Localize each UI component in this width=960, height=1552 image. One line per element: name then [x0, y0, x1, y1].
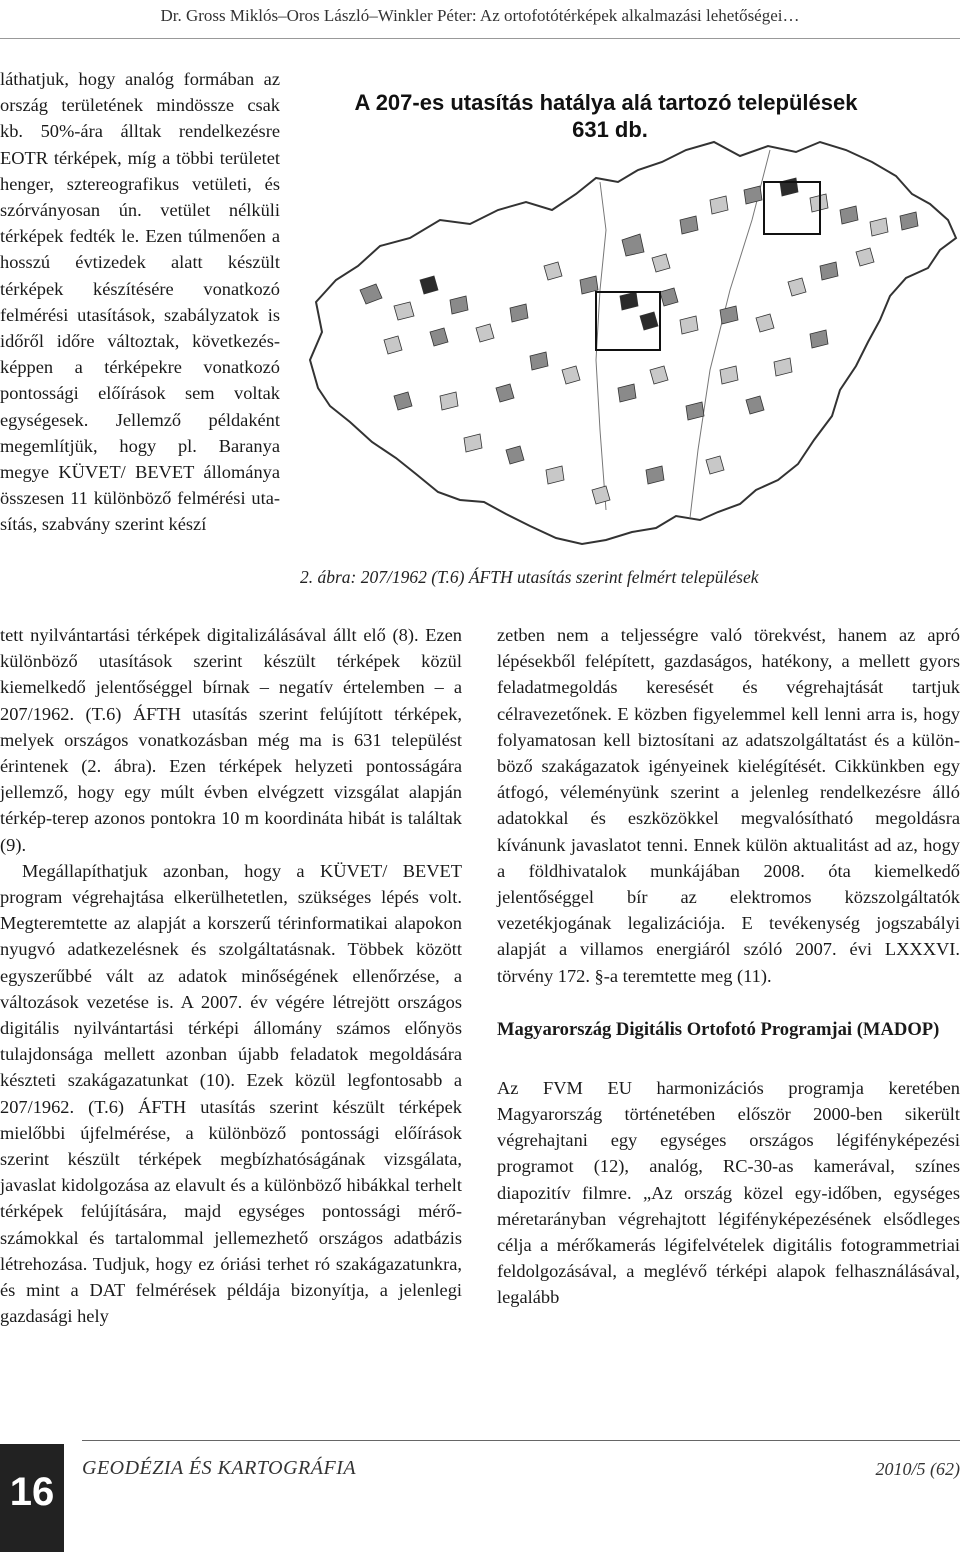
country-outline — [310, 142, 956, 544]
hungary-settlements-map — [300, 70, 960, 562]
right-column — [497, 622, 960, 1311]
section-heading: Magyarország Digitális Ortofotó Programjai (MADOP) — [497, 1018, 940, 1040]
running-header: Dr. Gross Miklós–Oros László–Winkler Péter: Az ortofotótérképek alkalmazási lehetőségei… — [160, 6, 800, 25]
right-paragraph-2: Az FVM EU harmonizációs programja keretében Magyarország történetében először 2000-ben sikerült végrehajtani egy egységes országos légifényképezési programot (12), analóg, RC-30-as kamerával, színes diapozitív filmre. „Az ország közel egy-időben, egységes méretarányban végrehajtott légifényképezésének elsődleges célja a mérőkamerás légifelvételek digitális fotogrammetriai feldolgozásával, a meglévő térképi alapok felhasználásával, legalább — [497, 1077, 960, 1308]
figure-caption: 2. ábra: 207/1962 (T.6) ÁFTH utasítás szerint felmért települések — [300, 567, 759, 587]
figure-map — [300, 70, 960, 562]
left-column — [0, 622, 462, 1329]
journal-title: GEODÉZIA ÉS KARTOGRÁFIA — [82, 1457, 357, 1479]
map-title-line2: 631 db. — [572, 117, 648, 142]
left-paragraph-2: Megállapíthatjuk azonban, hogy a KÜVET/ BEVET program végrehajtása elkerülhetetlen, szükséges lépés volt. Megteremtette az alapját a korszerű térinformatikai alapokon nyugvó adatkezelésnek és szolgáltatásnak. Többek között egyszerűbbé vált az adatok minőségének ellenőrzése, a változások vezetése is. A 2007. év végére létrejött országos digitális nyilvántartási térképi állomány számos előnyös tulajdonsága mellett azonban újabb feladatok megoldására készteti szakágazatunkat (10). Ezek közül legfontosabb a 207/1962. (T.6) ÁFTH utasítás szerint készült térképek mielőbbi újfelmérése, a különböző pontossági előírások szerint készült térképek megbízhatóságának vizsgálata, javaslat kidolgozása az elavult és a különböző hibákkal terhelt térképek felújítására, majd egységes pontossági mérőszámokkal és tartalommal jellemezhető országos adatbázis létrehozása. Tudjuk, hogy ez óriási terhet ró szakágazatunkra, és mint a DAT felmérések példája bizonyítja, a jelenlegi gazdasági hely — [0, 860, 462, 1327]
header-divider — [0, 38, 960, 39]
right-paragraph-1: zetben nem a teljességre való törekvést, hanem az apró lépésekből felépített, gazdaságos, hatékony, a mellett gyors feladatmegoldás keresését és végrehajtását tartjuk célravezetőnek. E közben figyelemmel kell lenni arra is, hogy folyamatosan kell biztosítani az adatszolgáltatást és a különböző szakágazatok igényeinek kielégítését. Cikkünkben egy átfogó, véleményünk szerint a jelenleg rendelkezésre álló adatokkal és eszközökkel megvalósítható megoldásra kívánunk javaslatot tenni. Ennek külön aktualitást ad az, hogy a földhivatalok munkájában 2008. óta kiemelkedő jelentőséggel bír az elektromos közszolgáltatók vezetékjogának legalizációja. E tevékenység jogszabályi alapját a villamos energiáról szóló 2007. évi LXXXVI. törvény 172. §-a teremtette meg (11). — [497, 625, 960, 986]
page-number: 16 — [0, 1444, 64, 1552]
left-paragraph-1: tett nyilvántartási térképek digitalizálásával állt elő (8). Ezen különböző utasítások szerint készült térképek közül kiemelkedő jelentőséggel bírnak – negatív értelemben – a 207/1962. (T.6) ÁFTH utasítás szerint felújított térképek, melyek országos vonatkozásban még ma is 631 települést érintenek (2. ábra). Ezen térképek helyzeti pontosságára jellemző, hogy egy múlt évben elvégzett vizsgálat alapján térkép-terep azonos pontokra 10 m koordináta hibát is találtak (9). — [0, 625, 462, 855]
intro-paragraph: láthatjuk, hogy analóg formában az ország területének mindössze csak kb. 50%-ára álltak rendelkezésre EOTR térképek, míg a többi területet henger, sztereografikus vetületi, és szórványosan ún. vetület nélküli térképek fedték le. Ezen túlmenően a hosszú évtizedek alatt készült térképek készítésére vonatkozó felmérési utasítások, szabályzatok is időről időre változtak, következésképpen a térképekre vonatkozó pontossági előírások sem voltak egységesek. Jellemző példaként megemlítjük, hogy pl. Baranya megye KÜVET/ BEVET állománya összesen 11 különböző felmérési utasítás, szabvány szerint készí — [0, 69, 280, 535]
issue-number: 2010/5 (62) — [875, 1459, 960, 1479]
footer-divider — [82, 1440, 960, 1441]
map-title-line1: A 207-es utasítás hatálya alá tartozó települések — [354, 90, 858, 115]
